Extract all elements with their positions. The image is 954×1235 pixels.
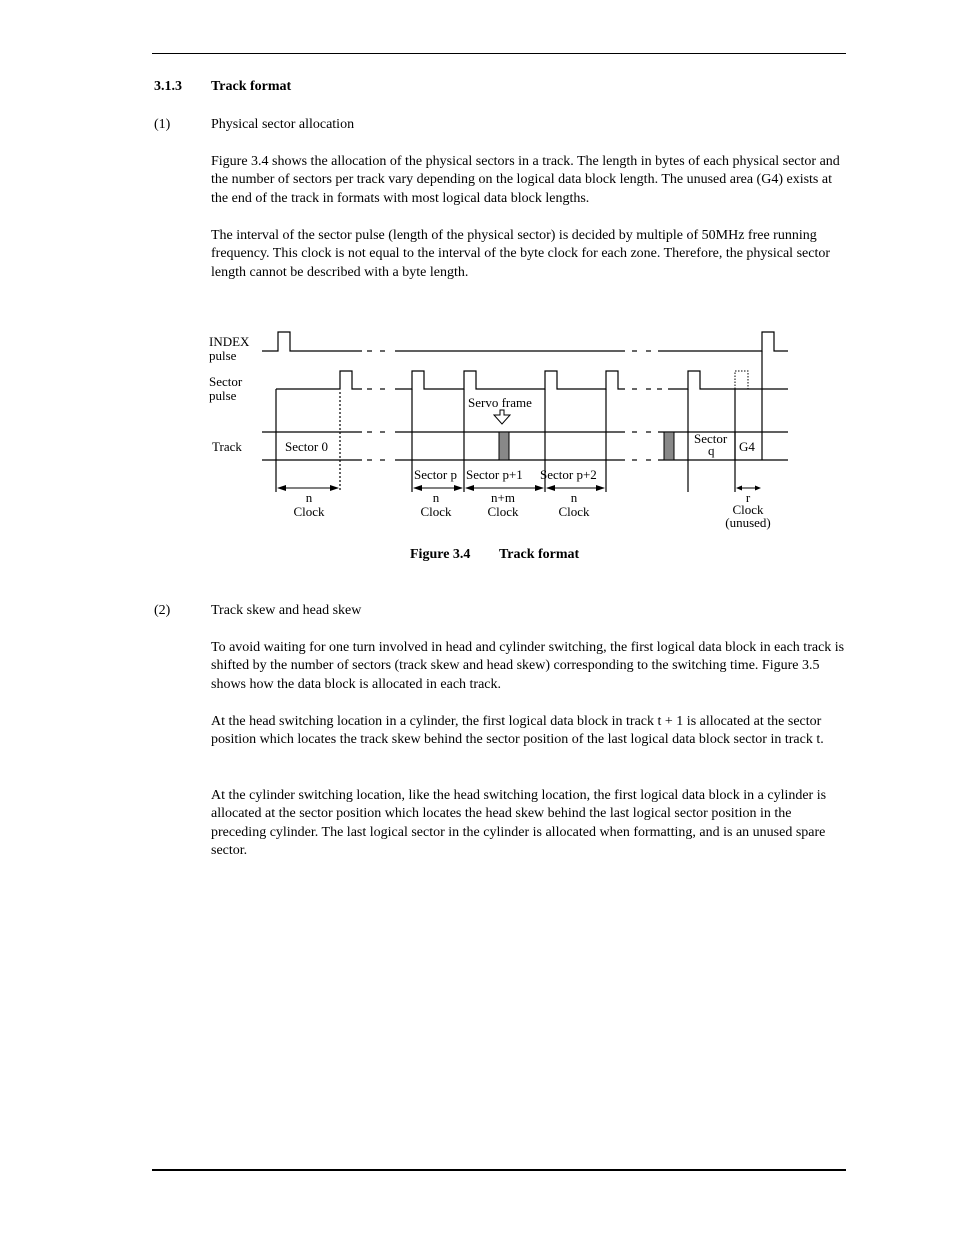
index-pulse-label: pulse: [209, 348, 237, 363]
sector-pulse-waveform-right: [668, 371, 788, 389]
figure-caption-title: Track format: [499, 547, 580, 562]
sector-label: Sector: [209, 374, 243, 389]
section-number: 3.1.3: [154, 79, 182, 94]
sector-p-label: Sector p: [414, 467, 457, 482]
footer-rule: [152, 1169, 846, 1171]
paragraph-cylinder-switching: At the cylinder switching location, like the head switching location, the first logical data block in a cylinder is allocated at the sector position which locates the head skew behind the last logical sector position in the preceding cylinder. The last logical sector in the cylinder is allocated when formatting, and is an unused spare sector.: [211, 788, 827, 859]
section-title: Track format: [211, 79, 292, 94]
sector-pulse-waveform-mid: [395, 371, 625, 389]
clock-unused-label: (unused): [725, 515, 771, 530]
paragraph-skew-intro: To avoid waiting for one turn involved in head and cylinder switching, the first logical data block in each track is shifted by the number of sectors (track skew and head skew) corresponding to the switching time. Figure 3.5 shows how the data block is allocated in each track.: [211, 640, 845, 692]
subsection-2-title: Track skew and head skew: [211, 603, 362, 618]
subsection-1-number: (1): [154, 117, 171, 132]
sector-p2-label: Sector p+2: [540, 467, 597, 482]
track-label: Track: [212, 439, 242, 454]
clock-word: Clock: [732, 502, 764, 517]
clock-word: Clock: [487, 504, 519, 519]
clock-n-label: n: [432, 490, 440, 505]
clock-n-label: n: [570, 490, 578, 505]
index-waveform-left: [262, 332, 362, 351]
header-rule: [152, 53, 846, 54]
sector-q-index: q: [708, 443, 715, 458]
index-label: INDEX: [209, 334, 250, 349]
g4-label: G4: [739, 439, 755, 454]
sector-0-label: Sector 0: [285, 439, 328, 454]
subsection-2-number: (2): [154, 603, 171, 618]
sector-q-label: Sector: [694, 431, 728, 446]
servo-frame-label: Servo frame: [468, 395, 532, 410]
sector-pulse-label: pulse: [209, 388, 237, 403]
index-waveform-right: [658, 332, 788, 351]
servo-frame-block: [664, 432, 674, 460]
track-format-diagram: [200, 322, 800, 537]
clock-word: Clock: [558, 504, 590, 519]
unused-sector-pulse: [735, 371, 748, 389]
paragraph-sector-allocation: Figure 3.4 shows the allocation of the physical sectors in a track. The length in bytes of each physical sector and the number of sectors per track vary depending on the logical data block length. The unused area (G4) exists at the end of the track in formats with most logical data block lengths.: [211, 154, 840, 206]
paragraph-sector-pulse: The interval of the sector pulse (length of the physical sector) is decided by multiple of 50MHz free running frequency. This clock is not equal to the interval of the byte clock for each zone. Therefore, the physical sector length cannot be described with a byte length.: [211, 228, 831, 280]
paragraph-head-switching: At the head switching location in a cylinder, the first logical data block in track t + 1 is allocated at the sector position which locates the track skew behind the sector position of the last logical data block sector in track t.: [211, 714, 824, 748]
figure-caption-number: Figure 3.4: [410, 547, 471, 562]
servo-frame-block: [499, 432, 509, 460]
clock-n-label: n: [305, 490, 313, 505]
clock-nm-label: n+m: [491, 490, 515, 505]
clock-r-label: r: [745, 490, 751, 505]
clock-word: Clock: [420, 504, 452, 519]
subsection-1-title: Physical sector allocation: [211, 117, 355, 132]
clock-word: Clock: [293, 504, 325, 519]
sector-pulse-waveform-left: [276, 371, 362, 389]
sector-p1-label: Sector p+1: [466, 467, 523, 482]
servo-frame-arrow-icon: [494, 410, 510, 424]
